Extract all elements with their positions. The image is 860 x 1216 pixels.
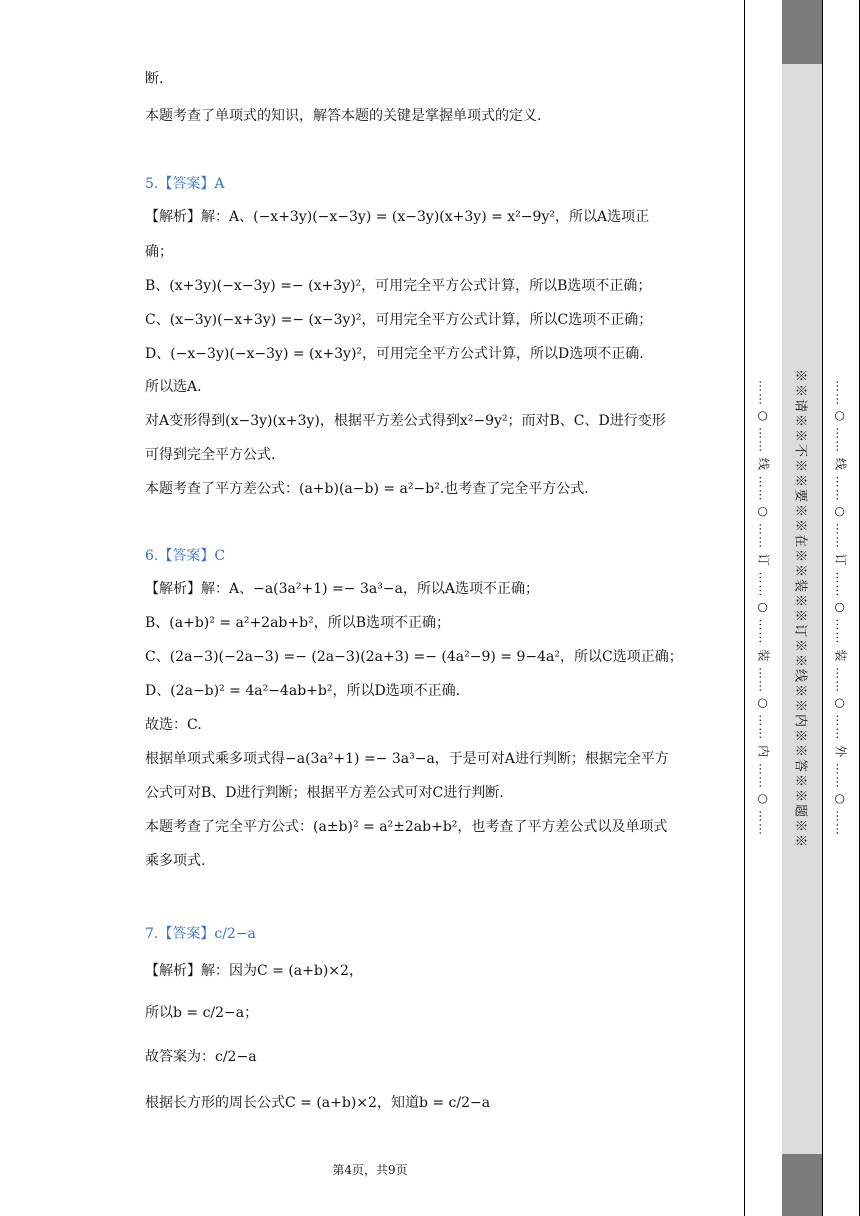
text-line: 本题考查了平方差公式：(a+b)(a−b) = a²−b².也考查了完全平方公式. — [145, 481, 589, 497]
text-line: B、(x+3y)(−x−3y) =− (x+3y)²，可用完全平方公式计算，所以B选项不正确； — [145, 278, 652, 294]
analysis-line: 【解析】解：A、(−x+3y)(−x−3y) = (x−3y)(x+3y) = x²−9y²，所以A选项正 — [145, 209, 650, 225]
text-line: 根据单项式乘多项式得−a(3a²+1) =− 3a³−a，于是可对A进行判断；根据完全平方 — [145, 751, 669, 767]
page-footer: 第4页，共9页 — [332, 1163, 408, 1177]
text-line: 故选：C. — [145, 717, 202, 733]
bar-middle — [782, 64, 822, 1154]
binding-rail-outer-text: …… ○ …… 线 …… ○ …… 订 …… ○ …… 装 …… ○ …… 外 …… ○ …… — [833, 379, 848, 837]
text-line: 根据长方形的周长公式C = (a+b)×2，知道b = c/2−a — [145, 1095, 491, 1111]
binding-rail-inner — [744, 0, 784, 1216]
text-line: 确； — [145, 244, 173, 260]
text-line: 可得到完全平方公式. — [145, 447, 276, 463]
text-line: 对A变形得到(x−3y)(x+3y)，根据平方差公式得到x²−9y²；而对B、C、D进行变形 — [145, 413, 666, 429]
text-line: 公式可对B、D进行判断；根据平方差公式可对C进行判断. — [145, 785, 504, 801]
answer-heading-7: 7.【答案】c/2−a — [145, 926, 256, 942]
text-line: B、(a+b)² = a²+2ab+b²，所以B选项不正确； — [145, 615, 450, 631]
text-line: C、(2a−3)(−2a−3) =− (2a−3)(2a+3) =− (4a²−9) = 9−4a²，所以C选项正确； — [145, 649, 683, 665]
binding-notice-bar — [782, 0, 822, 1216]
analysis-line: 【解析】解：A、−a(3a²+1) =− 3a³−a，所以A选项不正确； — [145, 581, 540, 597]
bar-bottom-block — [782, 1154, 822, 1216]
binding-notice-text: ※※请※※不※※要※※在※※装※※订※※线※※内※※答※※题※※ — [792, 368, 808, 850]
answer-heading-5: 5.【答案】A — [145, 176, 225, 192]
text-line: 所以选A. — [145, 379, 202, 395]
answer-heading-6: 6.【答案】C — [145, 548, 226, 564]
text-line: D、(−x−3y)(−x−3y) = (x+3y)²，可用完全平方公式计算，所以D选项不正确. — [145, 346, 644, 362]
text-line: 乘多项式. — [145, 853, 206, 869]
text-line: 所以b = c/2−a； — [145, 1005, 259, 1021]
bar-top-block — [782, 0, 822, 64]
text-line: 断. — [145, 71, 164, 87]
text-line: 本题考查了单项式的知识，解答本题的关键是掌握单项式的定义. — [145, 108, 542, 124]
text-line: D、(2a−b)² = 4a²−4ab+b²，所以D选项不正确. — [145, 683, 461, 699]
text-line: 本题考查了完全平方公式：(a±b)² = a²±2ab+b²，也考查了平方差公式以及单项式 — [145, 819, 668, 835]
text-line: 故答案为：c/2−a — [145, 1049, 257, 1065]
text-line: C、(x−3y)(−x+3y) =− (x−3y)²，可用完全平方公式计算，所以C选项不正确； — [145, 312, 653, 328]
analysis-line: 【解析】解：因为C = (a+b)×2， — [145, 963, 363, 979]
binding-rail-outer — [822, 0, 860, 1216]
binding-rail-inner-text: …… ○ …… 线 …… ○ …… 订 …… ○ …… 装 …… ○ …… 内 …… ○ …… — [756, 379, 771, 837]
